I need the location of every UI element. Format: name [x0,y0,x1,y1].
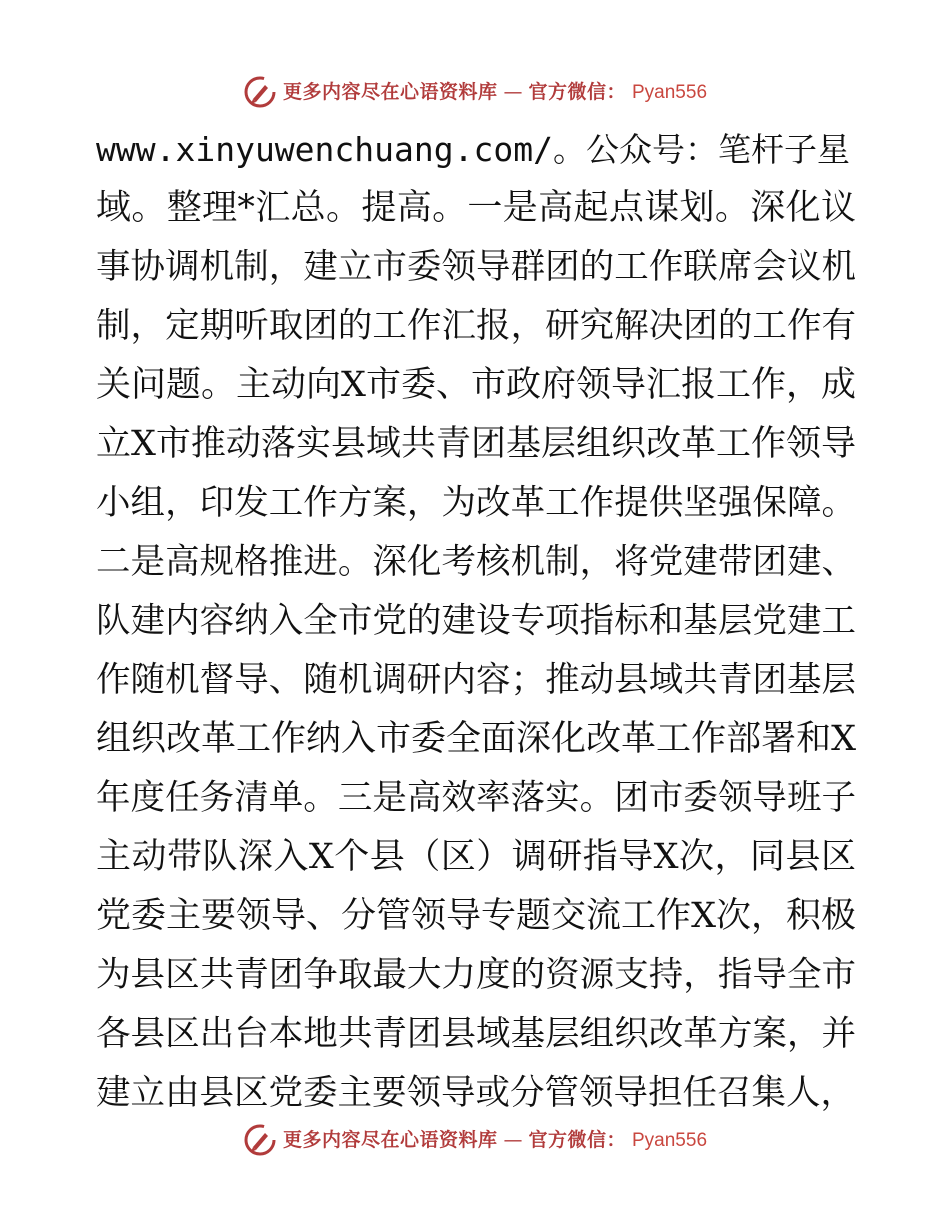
body-line: 事协调机制，建立市委领导群团的工作联席会议机 [96,247,856,287]
footer-banner-separator: — [503,1128,523,1151]
body-line: 立X市推动落实县域共青团基层组织改革工作领导 [96,424,856,464]
body-line: 建立由县区党委主要领导或分管领导担任召集人， [96,1073,855,1113]
document-body [96,120,856,1123]
body-line: 制，定期听取团的工作汇报，研究解决团的工作有 [96,306,856,346]
body-line: 各县区出台本地共青团县域基层组织改革方案，并 [96,1014,856,1054]
footer-banner-text: 更多内容尽在心语资料库 [282,1128,498,1151]
body-line: 关问题。主动向X市委、市政府领导汇报工作，成 [96,365,856,405]
body-line: 年度任务清单。三是高效率落实。团市委领导班子 [96,778,856,818]
header-banner-separator: — [503,80,523,103]
body-line: 队建内容纳入全市党的建设专项指标和基层党建工 [96,601,856,641]
body-line: 为县区共青团争取最大力度的资源支持，指导全市 [96,955,856,995]
footer-banner-account-label: 官方微信： [528,1128,626,1151]
body-line: 主动带队深入X个县（区）调研指导X次，同县区 [96,837,856,877]
pen-circle-logo-icon [243,75,277,109]
body-line: 党委主要领导、分管领导专题交流工作X次，积极 [96,896,856,936]
header-banner-account-label: 官方微信： [528,80,626,103]
body-line: 组织改革工作纳入市委全面深化改革工作部署和X [96,719,856,759]
body-line: 域。整理*汇总。提高。一是高起点谋划。深化议 [96,188,856,228]
body-line: www.xinyuwenchuang.com/。公众号：笔杆子星 [96,130,850,169]
pen-circle-logo-icon [243,1123,277,1157]
header-banner-text: 更多内容尽在心语资料库 [282,80,498,103]
footer-banner-account-id: Pyan556 [632,1129,708,1151]
footer-banner [0,1120,950,1160]
body-line: 小组，印发工作方案，为改革工作提供坚强保障。 [96,483,856,523]
header-banner [0,72,950,112]
header-banner-account-id: Pyan556 [632,81,708,103]
body-line: 二是高规格推进。深化考核机制，将党建带团建、 [96,542,856,582]
body-line: 作随机督导、随机调研内容；推动县域共青团基层 [96,660,856,700]
